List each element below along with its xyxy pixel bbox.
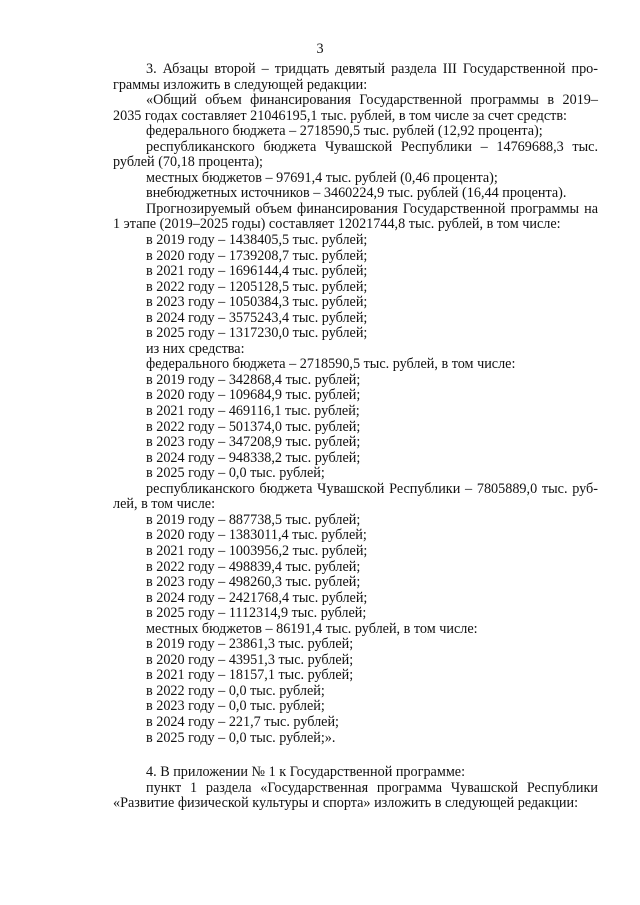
text-line: 1 этапе (2019–2025 годы) составляет 12021744,8 тыс. рублей, в том числе: xyxy=(113,216,561,233)
text-line: в 2024 году – 3575243,4 тыс. рублей; xyxy=(146,309,368,326)
text-line: в 2025 году – 0,0 тыс. рублей; xyxy=(146,465,325,482)
text-line: «Общий объем финансирования Государственной программы в 2019– xyxy=(146,92,598,109)
text-line: в 2022 году – 0,0 тыс. рублей; xyxy=(146,682,325,699)
text-line: в 2025 году – 1317230,0 тыс. рублей; xyxy=(146,325,368,342)
text-line: 4. В приложении № 1 к Государственной программе: xyxy=(146,764,466,781)
text-line: в 2020 году – 1383011,4 тыс. рублей; xyxy=(146,527,367,544)
text-line: в 2021 году – 18157,1 тыс. рублей; xyxy=(146,667,354,684)
document-body xyxy=(113,62,598,812)
text-line: в 2024 году – 2421768,4 тыс. рублей; xyxy=(146,589,368,606)
text-line: в 2022 году – 501374,0 тыс. рублей; xyxy=(146,418,361,435)
text-line: в 2021 году – 1696144,4 тыс. рублей; xyxy=(146,263,368,280)
text-line: в 2025 году – 0,0 тыс. рублей;». xyxy=(146,729,336,746)
text-line: в 2023 году – 347208,9 тыс. рублей; xyxy=(146,434,361,451)
text-line: в 2019 году – 887738,5 тыс. рублей; xyxy=(146,511,361,528)
text-line: в 2024 году – 948338,2 тыс. рублей; xyxy=(146,449,361,466)
text-line: лей, в том числе: xyxy=(113,496,216,513)
paragraph-gap xyxy=(113,746,598,765)
text-line: внебюджетных источников – 3460224,9 тыс. рублей (16,44 процента). xyxy=(146,185,567,202)
text-line: в 2022 году – 498839,4 тыс. рублей; xyxy=(146,558,361,575)
text-line: местных бюджетов – 97691,4 тыс. рублей (0,46 процента); xyxy=(146,169,498,186)
text-line: 2035 годах составляет 21046195,1 тыс. рублей, в том числе за счет средств: xyxy=(113,107,567,124)
text-line: в 2022 году – 1205128,5 тыс. рублей; xyxy=(146,278,368,295)
text-line: федерального бюджета – 2718590,5 тыс. рублей (12,92 процента); xyxy=(146,123,543,140)
text-line: в 2023 году – 1050384,3 тыс. рублей; xyxy=(146,294,368,311)
text-line: в 2019 году – 23861,3 тыс. рублей; xyxy=(146,636,354,653)
text-line: в 2020 году – 1739208,7 тыс. рублей; xyxy=(146,247,368,264)
text-line: граммы изложить в следующей редакции: xyxy=(113,76,368,93)
page-number: 3 xyxy=(316,41,324,57)
text-line: в 2023 году – 0,0 тыс. рублей; xyxy=(146,698,325,715)
text-line: в 2025 году – 1112314,9 тыс. рублей; xyxy=(146,605,367,622)
text-line: в 2019 году – 342868,4 тыс. рублей; xyxy=(146,371,361,388)
text-line: пункт 1 раздела «Государственная программа Чувашской Республики xyxy=(146,779,598,796)
text-line: республиканского бюджета Чувашской Республики – 14769688,3 тыс. xyxy=(146,138,598,155)
text-line: Прогнозируемый объем финансирования Государственной программы на xyxy=(146,200,598,217)
text-line: в 2024 году – 221,7 тыс. рублей; xyxy=(146,713,339,730)
text-line: в 2023 году – 498260,3 тыс. рублей; xyxy=(146,574,361,591)
text-line: в 2021 году – 469116,1 тыс. рублей; xyxy=(146,403,360,420)
text-line: в 2020 году – 43951,3 тыс. рублей; xyxy=(146,651,354,668)
text-line: республиканского бюджета Чувашской Республики – 7805889,0 тыс. руб- xyxy=(146,480,598,497)
text-line: рублей (70,18 процента); xyxy=(113,154,263,171)
text-line: в 2019 году – 1438405,5 тыс. рублей; xyxy=(146,232,368,249)
text-line: в 2020 году – 109684,9 тыс. рублей; xyxy=(146,387,361,404)
text-line: из них средства: xyxy=(146,340,245,357)
text-line: федерального бюджета – 2718590,5 тыс. рублей, в том числе: xyxy=(146,356,516,373)
text-line: местных бюджетов – 86191,4 тыс. рублей, в том числе: xyxy=(146,620,478,637)
text-line: в 2021 году – 1003956,2 тыс. рублей; xyxy=(146,542,368,559)
text-line: «Развитие физической культуры и спорта» изложить в следующей редакции: xyxy=(113,795,579,812)
text-line: 3. Абзацы второй – тридцать девятый раздела III Государственной про- xyxy=(146,61,598,77)
